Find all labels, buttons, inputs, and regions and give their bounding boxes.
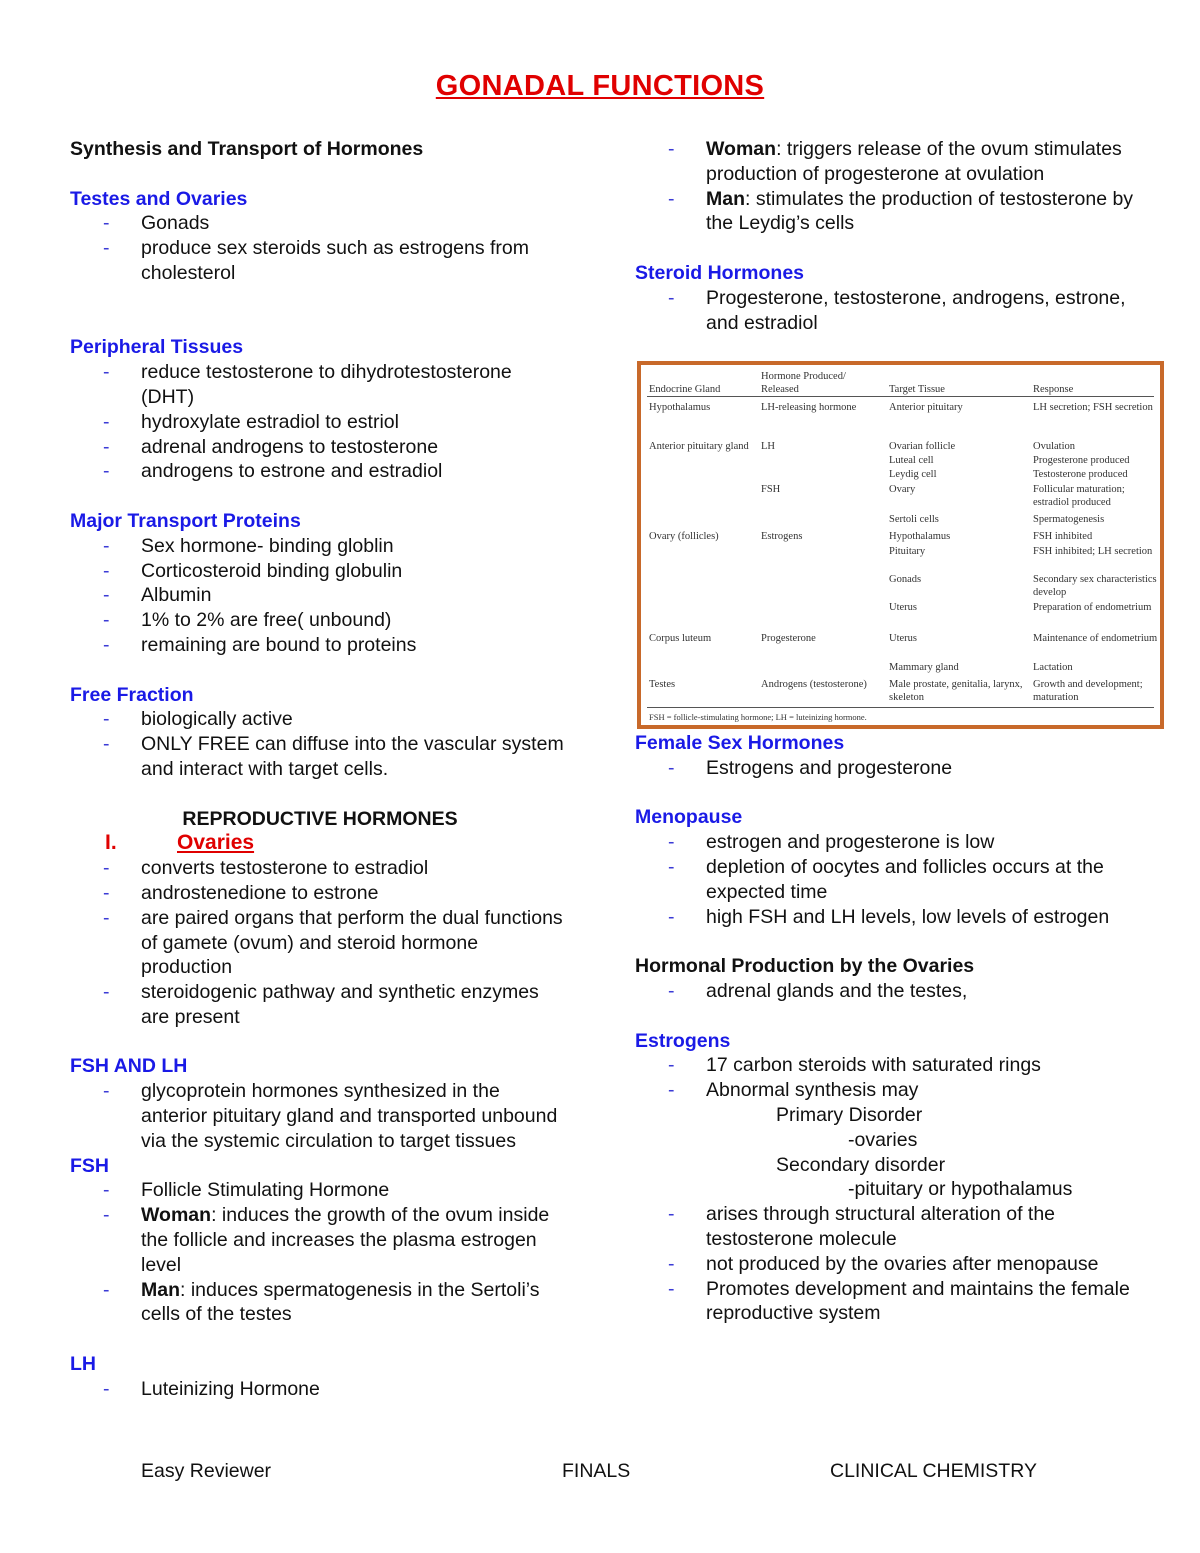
fshlh-list <box>70 1079 570 1153</box>
list-item: - Progesterone, testosterone, androgens, estrone, and estradiol <box>635 286 1135 336</box>
hormone-table <box>637 361 1164 729</box>
man-label: Man <box>706 187 745 210</box>
testes-list <box>70 211 570 285</box>
list-item: - reduce testosterone to dihydrotestosterone (DHT) <box>70 360 570 410</box>
list-item: - glycoprotein hormones synthesized in the anterior pituitary gland and transported unbound via the systemic circulation to target tissues <box>70 1079 570 1153</box>
table-cell: LH secretion; FSH secretion <box>1033 402 1153 413</box>
table-cell: Pituitary <box>889 546 926 557</box>
list-item: - Corticosteroid binding globulin <box>70 559 570 584</box>
list-item: - Albumin <box>70 583 570 608</box>
primary-disorder: Primary Disorder <box>776 1103 923 1126</box>
list-item: - adrenal androgens to testosterone <box>70 435 570 460</box>
table-header-cell: Response <box>1033 384 1074 395</box>
table-cell: Hypothalamus <box>889 531 951 542</box>
table-cell: Mammary gland <box>889 662 959 673</box>
table-header-cell: Target Tissue <box>889 384 945 395</box>
table-cell: Ovary (follicles) <box>649 531 719 542</box>
list-item: - Sex hormone- binding globlin <box>70 534 570 559</box>
menopause-heading: Menopause <box>635 806 743 829</box>
table-cell: FSH <box>761 484 781 495</box>
table-cell: Ovarian follicle <box>889 441 956 452</box>
table-cell: FSH inhibited <box>1033 531 1093 542</box>
list-item: - Abnormal synthesis may <box>635 1078 1135 1103</box>
man-label: Man <box>141 1278 180 1301</box>
repro-heading: REPRODUCTIVE HORMONES <box>182 807 458 830</box>
secondary-sub: -pituitary or hypothalamus <box>848 1178 1073 1201</box>
table-header-cell: Hormone Produced/ Released <box>761 371 846 395</box>
left-column <box>70 137 570 1402</box>
table-cell: Uterus <box>889 602 917 613</box>
secondary-disorder: Secondary disorder <box>776 1153 946 1176</box>
table-cell: Growth and development; maturation <box>1033 679 1143 703</box>
table-footnote: FSH = follicle-stimulating hormone; LH = luteinizing hormone. <box>649 712 867 722</box>
table-cell: Gonads <box>889 574 922 585</box>
list-item <box>70 1278 570 1328</box>
list-item: - Luteinizing Hormone <box>70 1377 570 1402</box>
list-item: - steroidogenic pathway and synthetic enzymes are present <box>70 980 570 1030</box>
fshlh-heading: FSH AND LH <box>70 1055 188 1078</box>
list-item: - 1% to 2% are free( unbound) <box>70 608 570 633</box>
list-item: - depletion of oocytes and follicles occurs at the expected time <box>635 855 1135 905</box>
right-column-bottom <box>635 731 1135 1326</box>
woman-text: : triggers release of the ovum stimulates production of progesterone at ovulation <box>706 138 1122 185</box>
table-cell: Androgens (testosterone) <box>761 679 867 690</box>
table-cell: Corpus luteum <box>649 633 712 644</box>
man-text: : stimulates the production of testosterone by the Leydig’s cells <box>706 187 1134 235</box>
table-cell: Sertoli cells <box>889 514 939 525</box>
list-item: - hydroxylate estradiol to estriol <box>70 410 570 435</box>
estrogens-list-a <box>635 1053 1135 1103</box>
list-item: - Promotes development and maintains the female reproductive system <box>635 1277 1135 1327</box>
peripheral-list <box>70 360 570 484</box>
estrogens-heading: Estrogens <box>635 1029 731 1052</box>
list-item: - Follicle Stimulating Hormone <box>70 1178 570 1203</box>
fsh-heading: FSH <box>70 1154 109 1177</box>
table-cell: Luteal cell <box>889 455 934 466</box>
list-item: - biologically active <box>70 707 570 732</box>
footer-right: CLINICAL CHEMISTRY <box>830 1460 1037 1482</box>
list-item: - remaining are bound to proteins <box>70 633 570 658</box>
woman-label: Woman <box>141 1204 212 1227</box>
transport-list <box>70 534 570 658</box>
table-cell: Male prostate, genitalia, larynx, skeleton <box>889 679 1023 703</box>
lh-list <box>70 1377 570 1402</box>
synthesis-heading: Synthesis and Transport of Hormones <box>70 138 424 160</box>
female-heading: Female Sex Hormones <box>635 732 845 754</box>
table-cell: Lactation <box>1033 662 1073 673</box>
table-cell: Anterior pituitary <box>889 402 963 413</box>
woman-label: Woman <box>706 138 777 160</box>
table-cell: Hypothalamus <box>649 402 711 413</box>
list-item: - Gonads <box>70 211 570 236</box>
man-text: : induces spermatogenesis in the Sertoli’s cells of the testes <box>141 1278 540 1326</box>
menopause-list <box>635 830 1135 929</box>
table-cell: Maintenance of endometrium <box>1033 633 1158 644</box>
list-item: - produce sex steroids such as estrogens from cholesterol <box>70 236 570 286</box>
right-column-top <box>635 137 1135 335</box>
steroid-list <box>635 286 1135 336</box>
estrogens-list-b <box>635 1202 1135 1326</box>
woman-text: : induces the growth of the ovum inside the follicle and increases the plasma estrogen level <box>141 1204 550 1276</box>
table-cell: Leydig cell <box>889 469 937 480</box>
footer-center: FINALS <box>562 1460 631 1482</box>
list-item: - high FSH and LH levels, low levels of estrogen <box>635 905 1135 930</box>
table-header <box>647 370 1154 397</box>
list-item: - arises through structural alteration of the testosterone molecule <box>635 1202 1135 1252</box>
list-item: - not produced by the ovaries after menopause <box>635 1252 1135 1277</box>
list-item: - are paired organs that perform the dual functions of gamete (ovum) and steroid hormone production <box>70 906 570 980</box>
table-cell: Ovary <box>889 484 916 495</box>
list-item: - androstenedione to estrone <box>70 881 570 906</box>
list-item: - adrenal glands and the testes, <box>635 979 1135 1004</box>
table-cell: Testes <box>649 679 676 690</box>
primary-sub: -ovaries <box>848 1128 918 1151</box>
female-list <box>635 756 1135 781</box>
table-cell: LH <box>761 441 775 452</box>
ovaries-list <box>70 856 570 1030</box>
list-item <box>635 187 1135 237</box>
fsh-list <box>70 1178 570 1327</box>
table-cell: Secondary sex characteristics develop <box>1033 574 1157 598</box>
page-title: GONADAL FUNCTIONS <box>435 70 765 102</box>
ovaries-number: I. <box>105 831 117 855</box>
table-cell: LH-releasing hormone <box>761 402 857 413</box>
peripheral-heading: Peripheral Tissues <box>70 336 244 359</box>
lh-continued-list <box>635 137 1135 236</box>
list-item: - ONLY FREE can diffuse into the vascular system and interact with target cells. <box>70 732 570 782</box>
free-list <box>70 707 570 781</box>
steroid-heading: Steroid Hormones <box>635 261 805 284</box>
testes-heading: Testes and Ovaries <box>70 187 248 210</box>
table-cell: Progesterone <box>761 633 816 644</box>
table-cell: Ovulation <box>1033 441 1075 452</box>
footer-left: Easy Reviewer <box>141 1460 272 1482</box>
list-item: - converts testosterone to estradiol <box>70 856 570 881</box>
production-heading: Hormonal Production by the Ovaries <box>635 955 975 978</box>
list-item: - 17 carbon steroids with saturated rings <box>635 1053 1135 1078</box>
table-cell: Uterus <box>889 633 917 644</box>
table-cell: FSH inhibited; LH secretion <box>1033 546 1153 557</box>
list-item: - Estrogens and progesterone <box>635 756 1135 781</box>
free-heading: Free Fraction <box>70 683 194 706</box>
production-list <box>635 979 1135 1004</box>
transport-heading: Major Transport Proteins <box>70 509 301 532</box>
table-cell: Follicular maturation; estradiol produced <box>1033 484 1125 508</box>
lh-heading: LH <box>70 1353 96 1376</box>
table-cell: Testosterone produced <box>1033 469 1128 480</box>
ovaries-heading <box>70 831 570 856</box>
table-cell: Progesterone produced <box>1033 455 1130 466</box>
table-cell: Estrogens <box>761 531 803 542</box>
list-item: - androgens to estrone and estradiol <box>70 459 570 484</box>
list-item <box>635 137 1135 187</box>
list-item: - estrogen and progesterone is low <box>635 830 1135 855</box>
table-cell: Anterior pituitary gland <box>649 441 749 452</box>
table-cell: Spermatogenesis <box>1033 514 1105 525</box>
table-header-cell: Endocrine Gland <box>649 384 721 395</box>
list-item <box>70 1203 570 1277</box>
table-cell: Preparation of endometrium <box>1033 602 1152 613</box>
ovaries-label: Ovaries <box>177 831 255 855</box>
